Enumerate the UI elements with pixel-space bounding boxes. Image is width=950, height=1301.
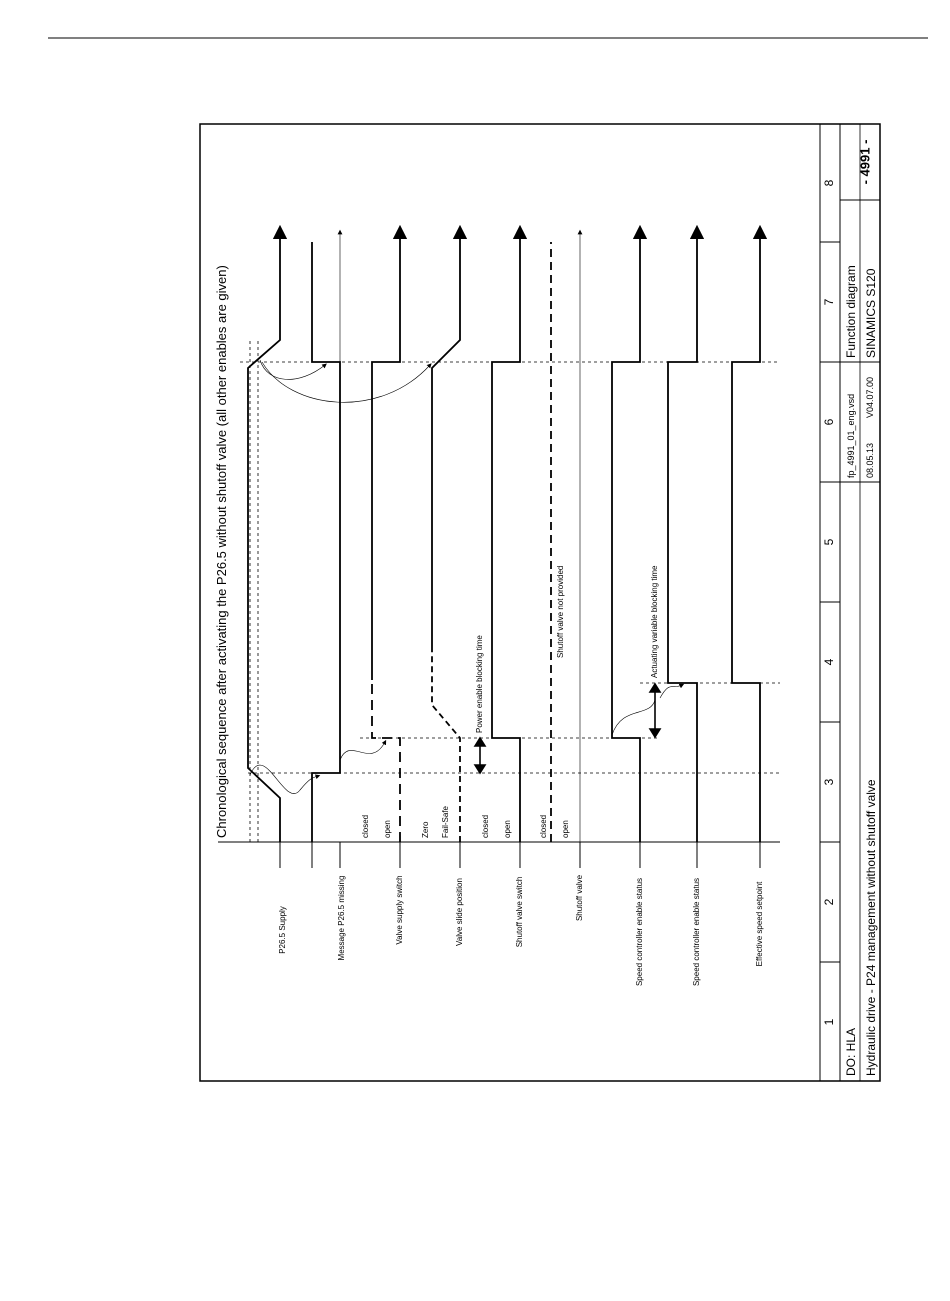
level-label: open — [561, 820, 570, 838]
level-label: open — [503, 820, 512, 838]
signal-label: P26.5 Supply — [278, 906, 288, 954]
column-number: 2 — [822, 898, 837, 906]
diagram-frame — [200, 124, 880, 1081]
column-number: 7 — [822, 298, 837, 306]
trace-valve-supply — [372, 680, 400, 842]
file-name: fp_4991_01_eng.vsd — [846, 393, 856, 478]
column-strip — [820, 124, 840, 1081]
diagram-version: V04.07.00 — [865, 376, 875, 418]
column-number: 3 — [822, 778, 837, 786]
signal-label: Speed controller enable status — [635, 877, 645, 987]
column-number: 6 — [822, 418, 837, 426]
column-number: 5 — [822, 538, 837, 546]
trace-speed-enable-1 — [612, 232, 640, 842]
annotation-power-enable: Power enable blocking time — [475, 635, 484, 733]
signal-label: Speed controller enable status — [692, 877, 702, 987]
level-label: open — [383, 820, 392, 838]
level-label: closed — [481, 814, 490, 838]
trace-p26-supply — [248, 232, 280, 842]
dependency-arrow — [340, 742, 385, 760]
doc-type: Function diagram — [844, 265, 858, 358]
do-label: DO: HLA — [844, 1027, 858, 1076]
level-label: Zero — [421, 821, 430, 838]
trace-shutoff-switch — [492, 232, 520, 842]
level-label: Fail-Safe — [441, 805, 450, 838]
product-name: SINAMICS S120 — [864, 268, 878, 358]
dependency-arrow — [660, 685, 682, 698]
trace-speed-setpoint — [732, 232, 760, 842]
trace-message-missing — [312, 242, 340, 842]
diagram-description: Hydraulic drive - P24 management without shutoff valve — [864, 779, 878, 1076]
signal-label: Valve supply switch — [395, 875, 405, 945]
page-number: - 4991 - — [857, 139, 873, 185]
column-number: 1 — [822, 1018, 837, 1026]
level-label: closed — [361, 814, 370, 838]
diagram-date: 08.05.13 — [865, 442, 875, 478]
column-number: 4 — [822, 658, 837, 666]
signal-label: Message P26.5 missing — [337, 875, 347, 961]
dependency-arrow — [612, 700, 655, 735]
level-label: closed — [539, 814, 548, 838]
signal-label: Effective speed setpoint — [755, 881, 765, 967]
title-block — [840, 124, 880, 1081]
signal-label: Valve slide position — [455, 878, 465, 946]
annotation-actuating: Actuating variable blocking time — [650, 565, 659, 678]
trace-speed-enable-2 — [668, 232, 697, 842]
column-number: 8 — [822, 179, 837, 187]
signal-label: Shutoff valve switch — [515, 876, 525, 948]
dependency-arrow — [260, 360, 325, 379]
dependency-arrow — [262, 362, 430, 402]
signal-label: Shutoff valve — [575, 874, 585, 922]
annotation-shutoff-not-provided: Shutoff valve not provided — [556, 565, 565, 658]
diagram-title: Chronological sequence after activating the P26.5 without shutoff valve (all other enables are given) — [214, 265, 229, 838]
